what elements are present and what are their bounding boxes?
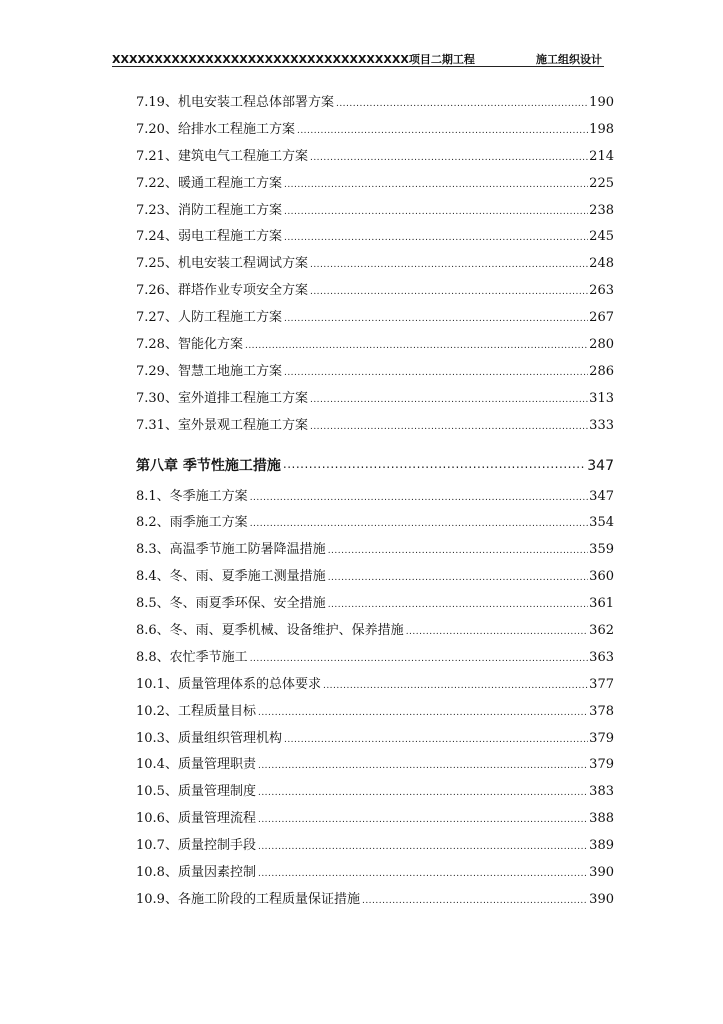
toc-entry-title: 10.6、质量管理流程 xyxy=(136,811,256,827)
toc-page-number: 263 xyxy=(589,283,614,299)
toc-page-number: 286 xyxy=(589,363,614,379)
toc-entry[interactable] xyxy=(136,488,614,515)
toc-page-number: 214 xyxy=(589,148,614,164)
toc-page-number: 379 xyxy=(589,730,614,746)
toc-entry-title: 10.1、质量管理体系的总体要求 xyxy=(136,676,321,692)
toc-page-number: 379 xyxy=(589,757,614,773)
toc-entry[interactable] xyxy=(136,309,614,336)
toc-entry-title: 7.25、机电安装工程调试方案 xyxy=(136,256,308,272)
dot-leader xyxy=(284,203,588,221)
toc-entry-title: 7.27、人防工程施工方案 xyxy=(136,310,282,326)
dot-leader xyxy=(283,455,586,477)
toc-entry[interactable] xyxy=(136,676,614,703)
toc-page-number: 245 xyxy=(589,229,614,245)
toc-entry[interactable] xyxy=(136,121,614,148)
toc-entry-title: 7.19、机电安装工程总体部署方案 xyxy=(136,95,334,110)
toc-entry[interactable] xyxy=(136,649,614,676)
toc-entry-title: 7.26、群塔作业专项安全方案 xyxy=(136,283,308,299)
dot-leader xyxy=(250,489,588,507)
dot-leader xyxy=(362,892,588,910)
dot-leader xyxy=(310,256,588,274)
toc-entry-title: 10.3、质量组织管理机构 xyxy=(136,730,282,746)
dot-leader xyxy=(258,838,588,856)
document-title: 施工组织设计 xyxy=(536,53,602,66)
dot-leader xyxy=(328,569,588,587)
toc-page-number: 354 xyxy=(589,515,614,531)
toc-entry-title: 7.29、智慧工地施工方案 xyxy=(136,363,282,379)
toc-entry[interactable] xyxy=(136,390,614,417)
toc-page-number: 363 xyxy=(589,649,614,665)
toc-entry-title: 10.7、质量控制手段 xyxy=(136,838,256,854)
toc-page-number: 333 xyxy=(589,417,614,433)
toc-entry[interactable] xyxy=(136,94,614,121)
toc-entry[interactable] xyxy=(136,891,614,918)
toc-entry[interactable] xyxy=(136,837,614,864)
dot-leader xyxy=(284,176,588,194)
toc-entry[interactable] xyxy=(136,417,614,444)
toc-entry[interactable] xyxy=(136,622,614,649)
toc-entry[interactable] xyxy=(136,363,614,390)
toc-page-number: 267 xyxy=(589,310,614,326)
toc-page-number: 313 xyxy=(589,390,614,406)
toc-entry-title: 7.21、建筑电气工程施工方案 xyxy=(136,148,308,164)
dot-leader xyxy=(284,310,588,328)
toc-entry[interactable] xyxy=(136,810,614,837)
toc-entry[interactable] xyxy=(136,202,614,229)
page-header xyxy=(112,50,604,67)
toc-page-number: 347 xyxy=(589,488,614,504)
toc-page-number: 238 xyxy=(589,202,614,218)
toc-entry-title: 10.8、质量因素控制 xyxy=(136,865,256,881)
toc-entry-title: 8.2、雨季施工方案 xyxy=(136,515,248,531)
dot-leader xyxy=(297,122,588,140)
toc-page-number: 361 xyxy=(589,596,614,612)
table-of-contents xyxy=(136,94,614,918)
toc-entry[interactable] xyxy=(136,514,614,541)
dot-leader xyxy=(284,229,588,247)
toc-page-number: 388 xyxy=(589,811,614,827)
toc-entry[interactable] xyxy=(136,703,614,730)
dot-leader xyxy=(323,677,588,695)
toc-page-number: 362 xyxy=(589,623,614,639)
toc-entry[interactable] xyxy=(136,595,614,622)
toc-page-number: 225 xyxy=(589,175,614,191)
dot-leader xyxy=(336,95,588,113)
toc-entry[interactable] xyxy=(136,175,614,202)
toc-entry-title: 8.8、农忙季节施工 xyxy=(136,649,248,665)
toc-entry-title: 10.9、各施工阶段的工程质量保证措施 xyxy=(136,891,360,907)
dot-leader xyxy=(284,731,588,749)
toc-entry-title: 7.22、暖通工程施工方案 xyxy=(136,175,282,191)
toc-page-number: 347 xyxy=(587,457,614,474)
toc-entry-title: 8.6、冬、雨、夏季机械、设备维护、保养措施 xyxy=(136,623,404,639)
dot-leader xyxy=(310,418,588,436)
toc-entry[interactable] xyxy=(136,568,614,595)
toc-entry-title: 10.4、质量管理职责 xyxy=(136,757,256,773)
dot-leader xyxy=(310,391,588,409)
dot-leader xyxy=(328,542,588,560)
toc-entry-title: 10.5、质量管理制度 xyxy=(136,784,256,800)
dot-leader xyxy=(258,784,588,802)
project-title: XXXXXXXXXXXXXXXXXXXXXXXXXXXXXXXXXXX项目二期工程 xyxy=(112,53,475,66)
toc-entry[interactable] xyxy=(136,282,614,309)
toc-page-number: 248 xyxy=(589,256,614,272)
toc-entry-title: 8.1、冬季施工方案 xyxy=(136,488,248,504)
toc-entry-title: 8.5、冬、雨夏季环保、安全措施 xyxy=(136,596,326,612)
toc-entry[interactable] xyxy=(136,783,614,810)
dot-leader xyxy=(310,283,588,301)
toc-entry[interactable] xyxy=(136,730,614,757)
toc-page-number: 360 xyxy=(589,569,614,585)
toc-entry-title: 7.23、消防工程施工方案 xyxy=(136,202,282,218)
dot-leader xyxy=(258,704,588,722)
dot-leader xyxy=(258,757,588,775)
toc-entry-title: 8.4、冬、雨、夏季施工测量措施 xyxy=(136,569,326,585)
toc-entry-title: 8.3、高温季节施工防暑降温措施 xyxy=(136,542,326,558)
toc-page-number: 377 xyxy=(589,676,614,692)
toc-entry-title: 7.24、弱电工程施工方案 xyxy=(136,229,282,245)
toc-chapter-heading[interactable] xyxy=(136,444,614,488)
dot-leader xyxy=(310,149,588,167)
toc-page-number: 190 xyxy=(589,95,614,110)
toc-page-number: 390 xyxy=(589,891,614,907)
dot-leader xyxy=(258,865,588,883)
toc-page-number: 280 xyxy=(589,337,614,353)
dot-leader xyxy=(284,364,588,382)
toc-entry-title: 7.31、室外景观工程施工方案 xyxy=(136,417,308,433)
toc-page-number: 359 xyxy=(589,542,614,558)
toc-entry-title: 第八章 季节性施工措施 xyxy=(136,457,281,474)
toc-entry[interactable] xyxy=(136,228,614,255)
toc-entry-title: 7.30、室外道排工程施工方案 xyxy=(136,390,308,406)
toc-page-number: 378 xyxy=(589,703,614,719)
dot-leader xyxy=(406,623,588,641)
toc-entry-title: 7.20、给排水工程施工方案 xyxy=(136,121,295,137)
toc-entry-title: 10.2、工程质量目标 xyxy=(136,703,256,719)
toc-entry[interactable] xyxy=(136,864,614,891)
toc-page-number: 389 xyxy=(589,838,614,854)
toc-page-number: 390 xyxy=(589,865,614,881)
dot-leader xyxy=(258,811,588,829)
dot-leader xyxy=(328,596,588,614)
dot-leader xyxy=(250,650,588,668)
dot-leader xyxy=(250,515,588,533)
toc-entry[interactable] xyxy=(136,148,614,175)
toc-entry[interactable] xyxy=(136,336,614,363)
toc-entry[interactable] xyxy=(136,255,614,282)
toc-entry[interactable] xyxy=(136,541,614,568)
toc-entry-title: 7.28、智能化方案 xyxy=(136,337,243,353)
toc-entry[interactable] xyxy=(136,756,614,783)
toc-page-number: 383 xyxy=(589,784,614,800)
toc-page-number: 198 xyxy=(589,121,614,137)
dot-leader xyxy=(245,337,588,355)
